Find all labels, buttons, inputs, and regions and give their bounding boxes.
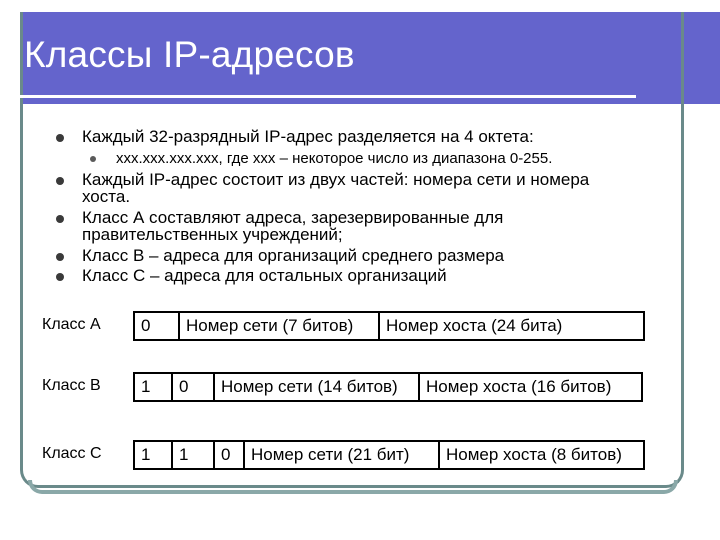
class-b-host-field: Номер хоста (16 битов) — [426, 377, 612, 396]
bullet-text: хоста. — [82, 187, 131, 206]
class-a-host-field: Номер хоста (24 бита) — [386, 316, 563, 335]
bullet-dot-icon — [56, 273, 64, 281]
class-c-label: Класс С — [42, 445, 102, 462]
bullet-item — [56, 171, 656, 205]
bullet-item — [56, 128, 656, 145]
class-c-bit: 1 — [173, 442, 215, 468]
class-b-network-field: Номер сети (14 битов) — [215, 374, 420, 400]
bullet-item — [56, 209, 656, 243]
slide-frame-bottom — [28, 480, 678, 494]
bullet-dot-icon — [90, 156, 96, 162]
bullet-text: Класс А составляют адреса, зарезервированные для — [82, 208, 504, 227]
bullet-dot-icon — [56, 215, 64, 223]
class-c-bit: 1 — [135, 442, 173, 468]
bullet-text: Каждый 32-разрядный IP-адрес разделяется на 4 октета: — [82, 127, 534, 146]
class-a-format-row — [133, 311, 645, 341]
sub-bullet-item — [56, 151, 656, 167]
class-c-format-row — [133, 440, 645, 470]
class-b-format-row — [133, 372, 643, 402]
class-a-label: Класс А — [42, 316, 101, 333]
class-a-network-field: Номер сети (7 битов) — [180, 313, 380, 339]
slide-title: Классы IP-адресов — [24, 34, 355, 75]
bullet-dot-icon — [56, 253, 64, 261]
class-a-bit: 0 — [135, 313, 180, 339]
class-c-network-field: Номер сети (21 бит) — [245, 442, 440, 468]
class-b-bit: 1 — [135, 374, 173, 400]
bullet-text: Каждый IP-адрес состоит из двух частей: номера сети и номера — [82, 170, 590, 189]
title-underline — [20, 95, 636, 98]
bullet-item — [56, 247, 656, 264]
bullet-text: xxx.xxx.xxx.xxx, где xxx – некоторое число из диапазона 0-255. — [116, 150, 553, 167]
class-c-host-field: Номер хоста (8 битов) — [446, 445, 622, 464]
class-b-label: Класс В — [42, 377, 101, 394]
bullet-list — [56, 128, 656, 284]
bullet-text: Класс С – адреса для остальных организаций — [82, 266, 447, 285]
class-b-bit: 0 — [173, 374, 215, 400]
bullet-text: Класс В – адреса для организаций среднего размера — [82, 246, 505, 265]
bullet-text: правительственных учреждений; — [82, 225, 343, 244]
bullet-dot-icon — [56, 177, 64, 185]
bullet-dot-icon — [56, 134, 64, 142]
class-c-bit: 0 — [215, 442, 245, 468]
bullet-item — [56, 267, 656, 284]
